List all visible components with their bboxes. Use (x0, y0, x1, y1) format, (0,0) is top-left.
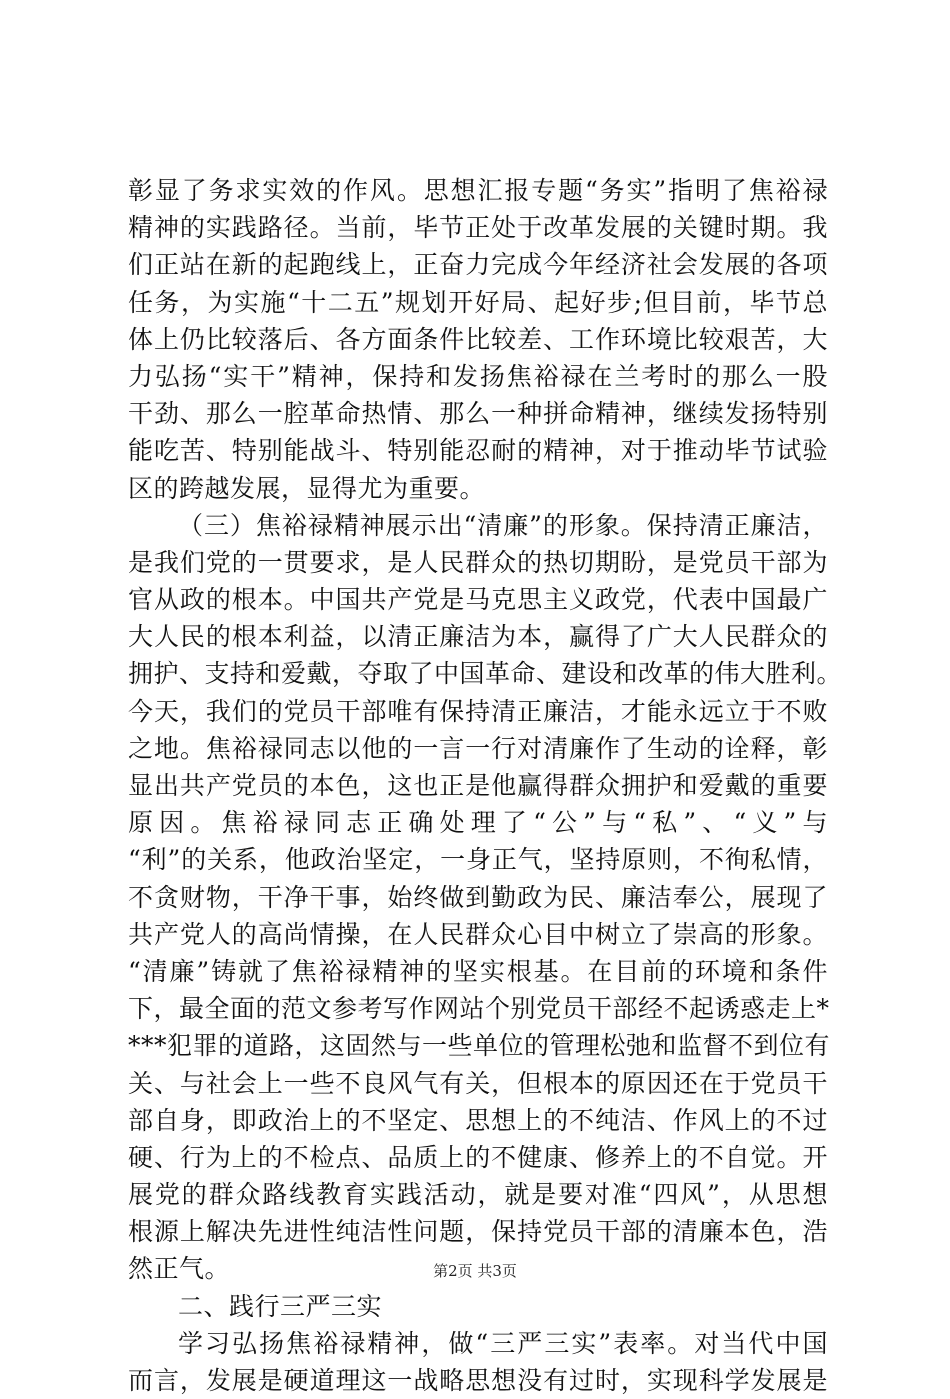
text-line: 今天，我们的党员干部唯有保持清正廉洁，才能永远立于不败 (128, 696, 828, 726)
text-line: 展党的群众路线教育实践活动，就是要对准“四风”，从思想 (128, 1180, 828, 1210)
text-line: 彰显了务求实效的作风。思想汇报专题“务实”指明了焦裕禄 (128, 176, 828, 205)
text-line: 不贪财物，干净干事，始终做到勤政为民、廉洁奉公，展现了 (128, 882, 828, 912)
text-line: 是我们党的一贯要求，是人民群众的热切期盼，是党员干部为 (128, 547, 828, 577)
text-line: 们正站在新的起跑线上，正奋力完成今年经济社会发展的各项 (128, 250, 828, 280)
text-line: 原因。焦裕禄同志正确处理了“公”与“私”、“义”与 (128, 808, 828, 838)
text-line: 体上仍比较落后、各方面条件比较差、工作环境比较艰苦，大 (128, 324, 828, 354)
text-line: 精神的实践路径。当前，毕节正处于改革发展的关键时期。我 (128, 213, 828, 243)
text-line: 大人民的根本利益，以清正廉洁为本，赢得了广大人民群众的 (128, 622, 828, 652)
text-line: 硬、行为上的不检点、品质上的不健康、修养上的不自觉。开 (128, 1142, 828, 1172)
text-line: ***犯罪的道路，这固然与一些单位的管理松弛和监督不到位有 (128, 1031, 831, 1061)
text-line: 根源上解决先进性纯洁性问题，保持党员干部的清廉本色，浩 (128, 1217, 828, 1247)
text-line: 关、与社会上一些不良风气有关，但根本的原因还在于党员干 (128, 1068, 828, 1098)
text-line: “利”的关系，他政治坚定，一身正气，坚持原则，不徇私情， (128, 845, 828, 875)
text-line: 而言，发展是硬道理这一战略思想没有过时，实现科学发展是 (128, 1366, 828, 1395)
text-line: 拥护、支持和爱戴，夺取了中国革命、建设和改革的伟大胜利。 (128, 659, 843, 689)
text-line: 部自身，即政治上的不坚定、思想上的不纯洁、作风上的不过 (128, 1105, 828, 1135)
text-line: 能吃苦、特别能战斗、特别能忍耐的精神，对于推动毕节试验 (128, 436, 828, 466)
body-text (128, 172, 843, 1399)
text-line: 共产党人的高尚情操，在人民群众心目中树立了崇高的形象。 (128, 919, 828, 949)
text-line: 官从政的根本。中国共产党是马克思主义政党，代表中国最广 (128, 585, 828, 615)
text-line: 任务，为实施“十二五”规划开好局、起好步;但目前，毕节总 (128, 287, 828, 317)
text-line: 之地。焦裕禄同志以他的一言一行对清廉作了生动的诠释，彰 (128, 733, 828, 763)
text-line: 然正气。 (128, 1254, 231, 1284)
text-line: 下，最全面的范文参考写作网站个别党员干部经不起诱惑走上* (128, 994, 830, 1024)
text-line: 力弘扬“实干”精神，保持和发扬焦裕禄在兰考时的那么一股 (128, 361, 828, 391)
text-line: “清廉”铸就了焦裕禄精神的坚实根基。在目前的环境和条件 (128, 956, 828, 986)
text-line: 二、践行三严三实 (178, 1291, 383, 1321)
text-line: 干劲、那么一腔革命热情、那么一种拼命精神，继续发扬特别 (128, 399, 828, 429)
text-line: 学习弘扬焦裕禄精神，做“三严三实”表率。对当代中国 (178, 1328, 828, 1358)
text-line: 区的跨越发展，显得尤为重要。 (128, 473, 486, 503)
text-line: （三）焦裕禄精神展示出“清廉”的形象。保持清正廉洁， (178, 510, 828, 540)
text-line: 显出共产党员的本色，这也正是他赢得群众拥护和爱戴的重要 (128, 771, 828, 800)
page-number: 第2页 共3页 (433, 1262, 517, 1280)
